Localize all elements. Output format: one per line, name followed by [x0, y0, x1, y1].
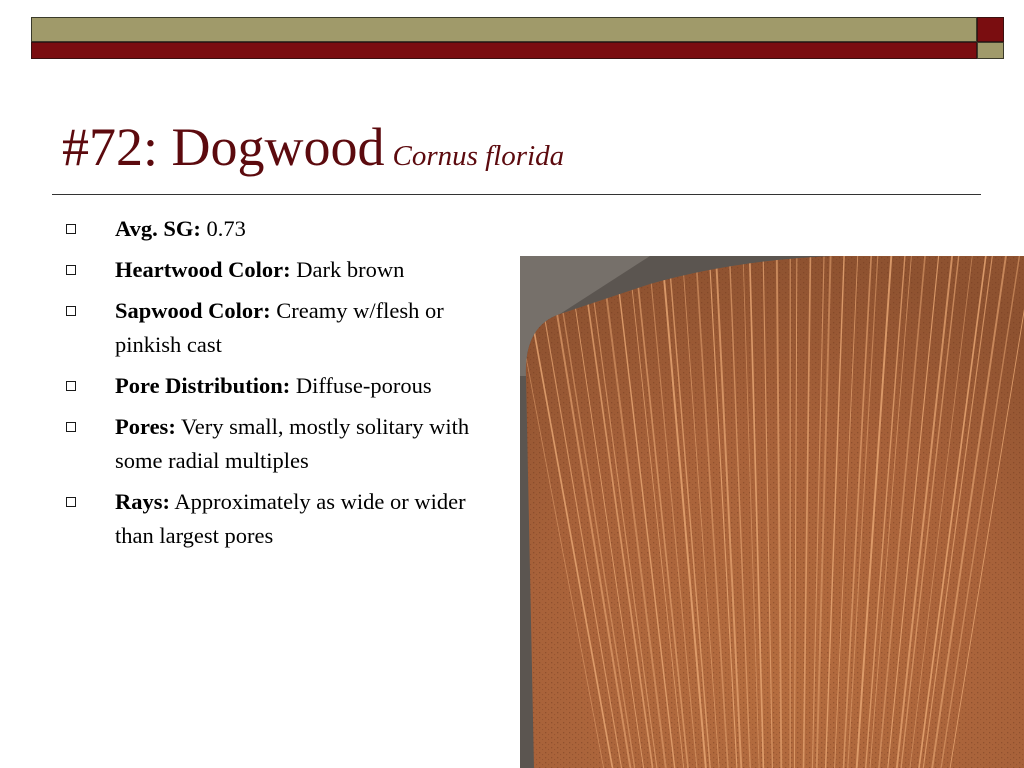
- bullet-item-heartwood-color: [66, 253, 506, 287]
- corner-square-maroon: [977, 17, 1004, 42]
- wood-grain-image: [520, 256, 1024, 768]
- bullet-item-avg-sg: [66, 212, 506, 246]
- bullet-key: Avg. SG:: [115, 216, 201, 241]
- header-band-maroon: [31, 42, 977, 59]
- bullet-item-sapwood-color: [66, 294, 506, 362]
- title-divider: [52, 194, 981, 195]
- corner-square-olive: [977, 42, 1004, 59]
- bullet-value: 0.73: [206, 216, 246, 241]
- bullet-item-pore-distribution: [66, 369, 506, 403]
- bullet-key: Pore Distribution:: [115, 373, 291, 398]
- bullet-value: Approximately as wide or wider than largest pores: [115, 489, 466, 548]
- bullet-list: [66, 212, 506, 560]
- header-band-olive: [31, 17, 977, 42]
- bullet-item-rays: [66, 485, 506, 553]
- square-bullet-icon: [66, 306, 76, 316]
- bullet-value: Creamy w/flesh or pinkish cast: [115, 298, 444, 357]
- bullet-key: Heartwood Color:: [115, 257, 291, 282]
- square-bullet-icon: [66, 224, 76, 234]
- bullet-key: Sapwood Color:: [115, 298, 271, 323]
- wood-sample-photo: [520, 256, 1024, 768]
- slide-title: [62, 112, 564, 182]
- square-bullet-icon: [66, 422, 76, 432]
- square-bullet-icon: [66, 381, 76, 391]
- bullet-value: Very small, mostly solitary with some radial multiples: [115, 414, 470, 473]
- title-scientific-name: Cornus florida: [392, 140, 565, 172]
- bullet-value: Dark brown: [296, 257, 405, 282]
- title-main: #72: Dogwood: [62, 117, 385, 177]
- square-bullet-icon: [66, 265, 76, 275]
- bullet-key: Rays:: [115, 489, 170, 514]
- bullet-key: Pores:: [115, 414, 176, 439]
- bullet-item-pores: [66, 410, 506, 478]
- bullet-value: Diffuse-porous: [295, 373, 432, 398]
- square-bullet-icon: [66, 497, 76, 507]
